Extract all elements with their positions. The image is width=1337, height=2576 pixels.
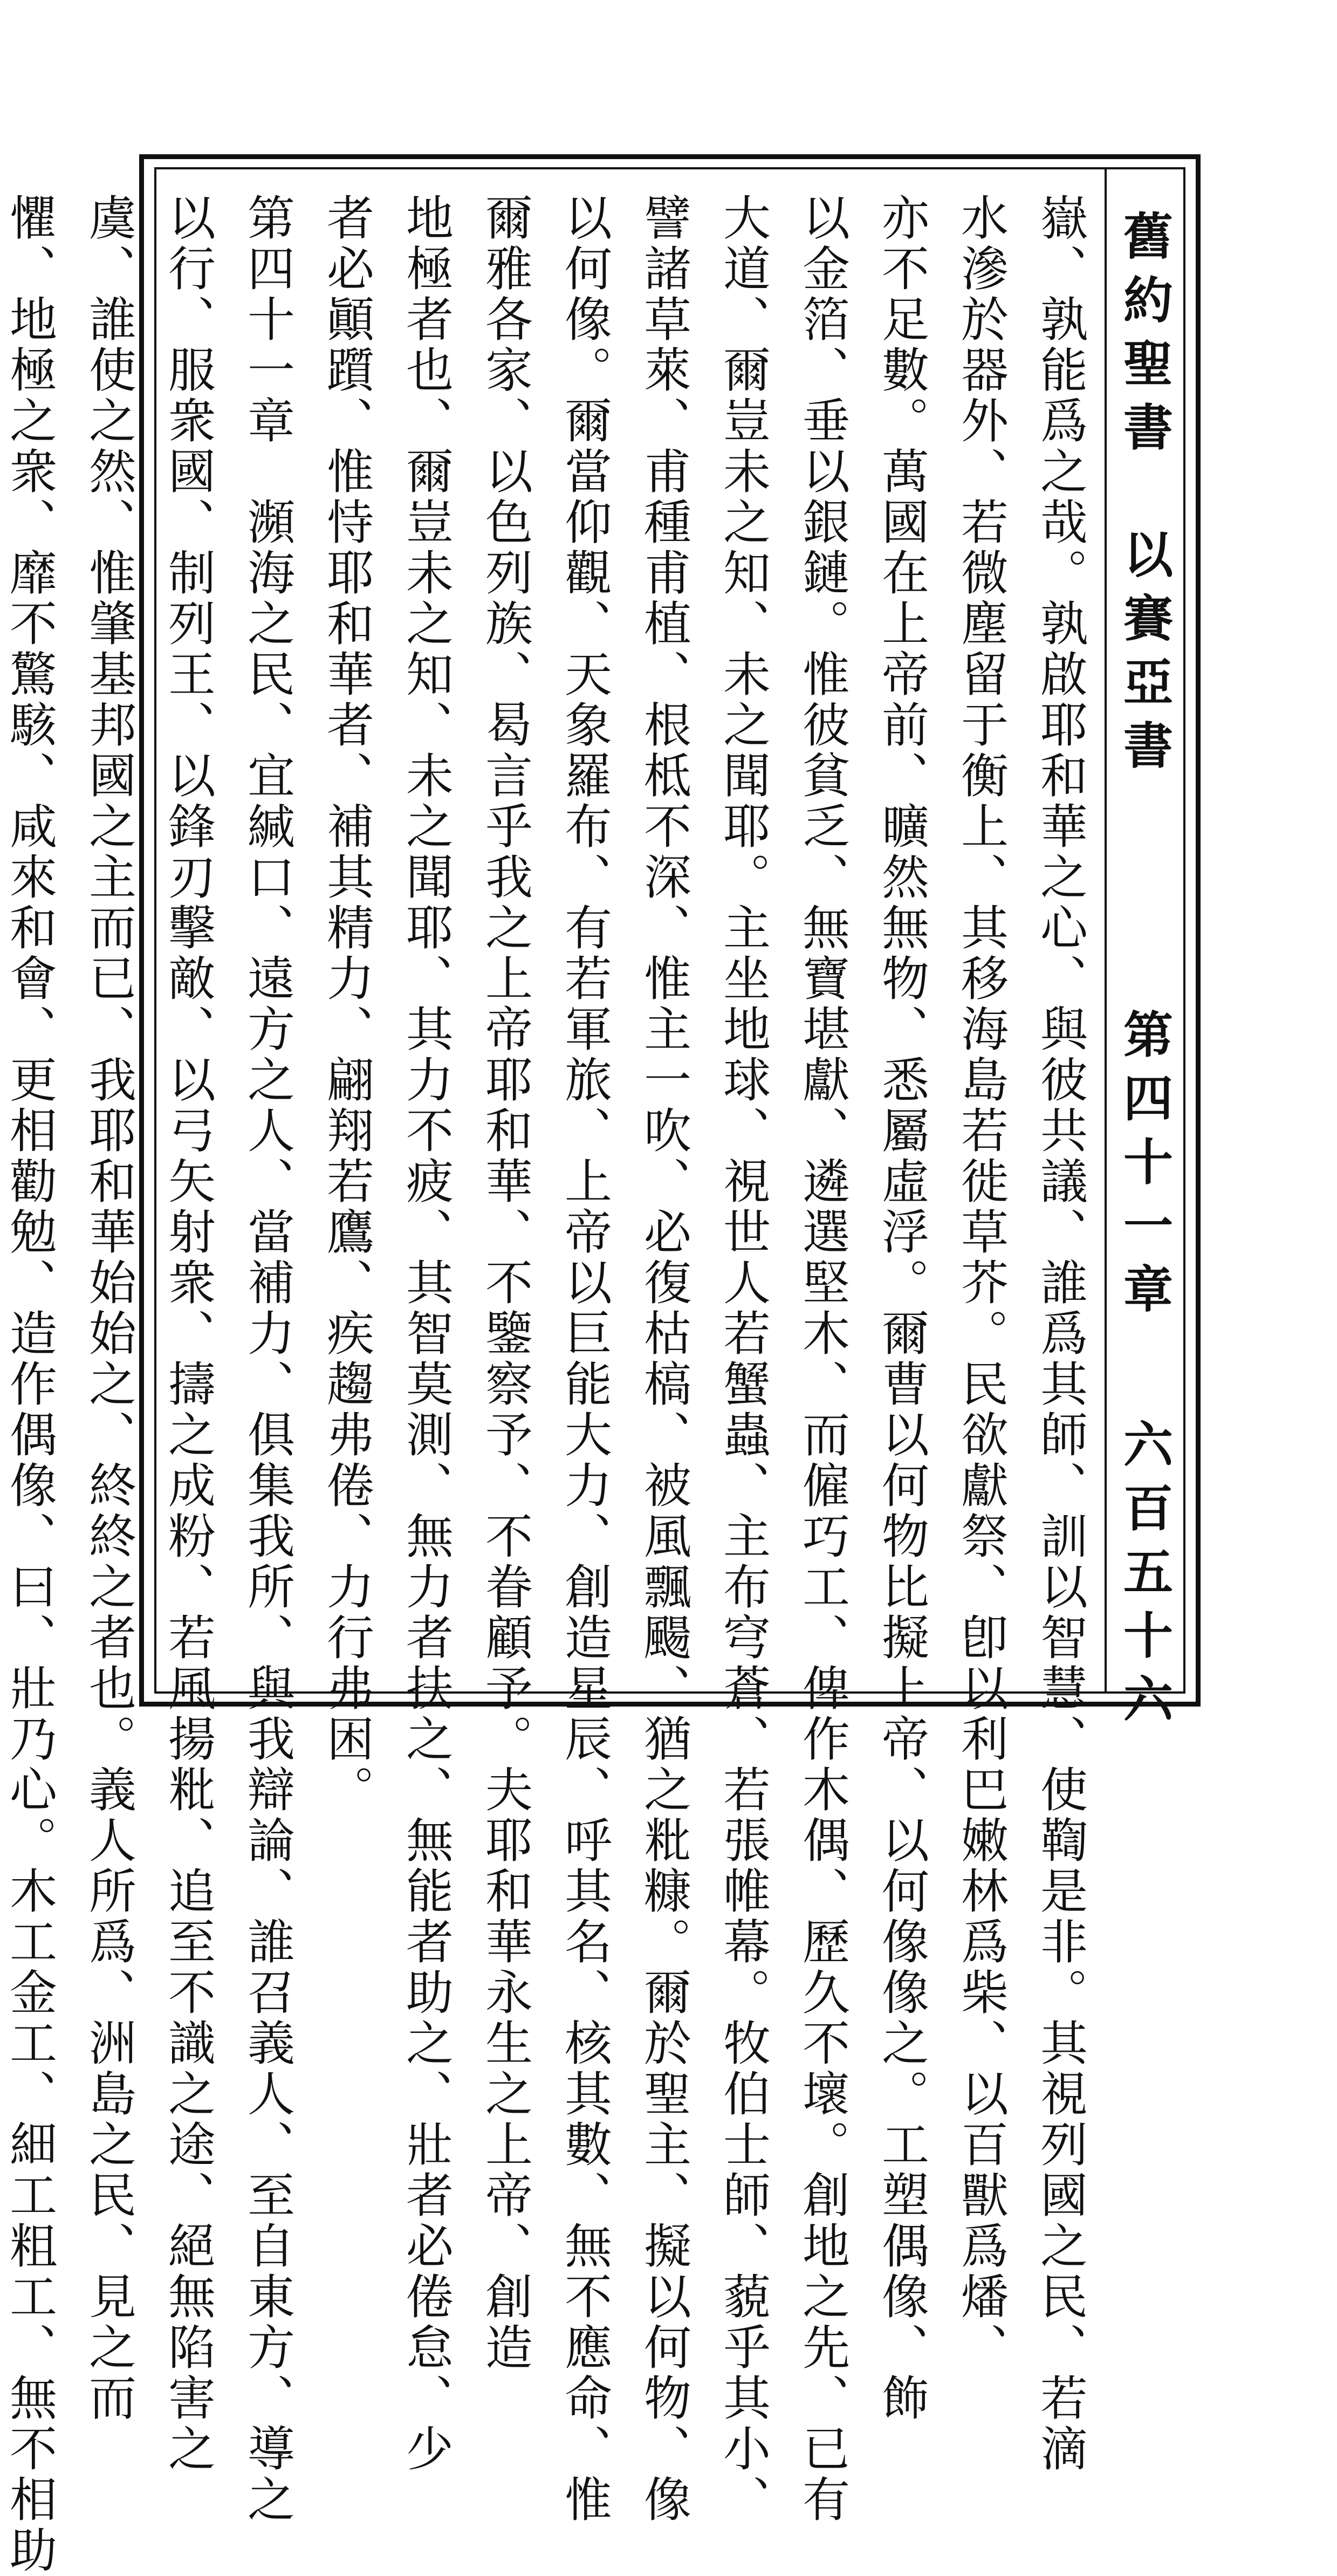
text-column: 譬諸草萊、甫種甫植、根柢不深、惟主一吹、必復枯槁、被風飄颺、猶之粃糠。爾於聖主、擬以何物、像 (636, 193, 692, 2525)
text-column: 爾雅各家、以色列族、曷言乎我之上帝耶和華、不鑒察予、不眷顧予。夫耶和華永生之上帝、創造 (478, 193, 533, 2373)
text-column: 虞、誰使之然、惟肇基邦國之主而已、我耶和華始始之、終終之者也。義人所爲、洲島之民、見之而 (81, 193, 137, 2424)
text-column: 以何像。爾當仰觀、天象羅布、有若軍旅、上帝以巨能大力、創造星辰、呼其名、核其數、無不應命、惟 (557, 193, 613, 2525)
text-column: 以行、服衆國、制列王、以鋒刃擊敵、以弓矢射衆、擣之成粉、若風揚粃、追至不識之途、絕無陷害之 (161, 193, 216, 2475)
running-head-book-title: 舊約聖書 以賽亞書 (1115, 210, 1174, 783)
text-column: 水滲於器外、若微塵留于衡上、其移海島若徙草芥。民欲獻祭、卽以利巴嫩林爲柴、以百獸爲燔、 (954, 193, 1009, 2373)
page-number: 六百五十六 (1115, 1419, 1174, 1737)
text-column: 以金箔、垂以銀鏈。惟彼貧乏、無寶堪獻、遴選堅木、而僱巧工、俾作木偶、歷久不壞。創地之先、已有 (795, 193, 851, 2525)
text-column: 大道、爾豈未之知、未之聞耶。主坐地球、視世人若蟹蟲、主布穹蒼、若張帷幕。牧伯士師、藐乎其小、 (716, 193, 771, 2525)
text-column-chapter-start: 第四十一章 瀕海之民、宜緘口、遠方之人、當補力、俱集我所、與我辯論、誰召義人、至自東方、導之 (240, 193, 296, 2525)
text-column: 嶽、孰能爲之哉。孰啟耶和華之心、與彼共議、誰爲其師、訓以智慧、使鞫是非。其視列國之民、若滴 (1033, 193, 1088, 2475)
text-column: 懼、地極之衆、靡不驚駭、咸來和會、更相勸勉、造作偶像、曰、壯乃心。木工金工、細工粗工、無不相助 (2, 193, 58, 2576)
header-divider-line (1105, 168, 1107, 1693)
text-column: 亦不足數。萬國在上帝前、曠然無物、悉屬虛浮。爾曹以何物比擬上帝、以何像像之。工塑偶像、飾 (874, 193, 930, 2424)
running-head-chapter: 第四十一章 (1115, 1009, 1174, 1327)
text-column: 者必顚躓、惟恃耶和華者、補其精力、翩翔若鷹、疾趨弗倦、力行弗困。 (319, 193, 375, 1815)
scripture-text-body (2, 178, 1100, 2576)
text-column: 地極者也、爾豈未之知、未之聞耶、其力不疲、其智莫測、無力者扶之、無能者助之、壯者必倦怠、少 (399, 193, 454, 2475)
